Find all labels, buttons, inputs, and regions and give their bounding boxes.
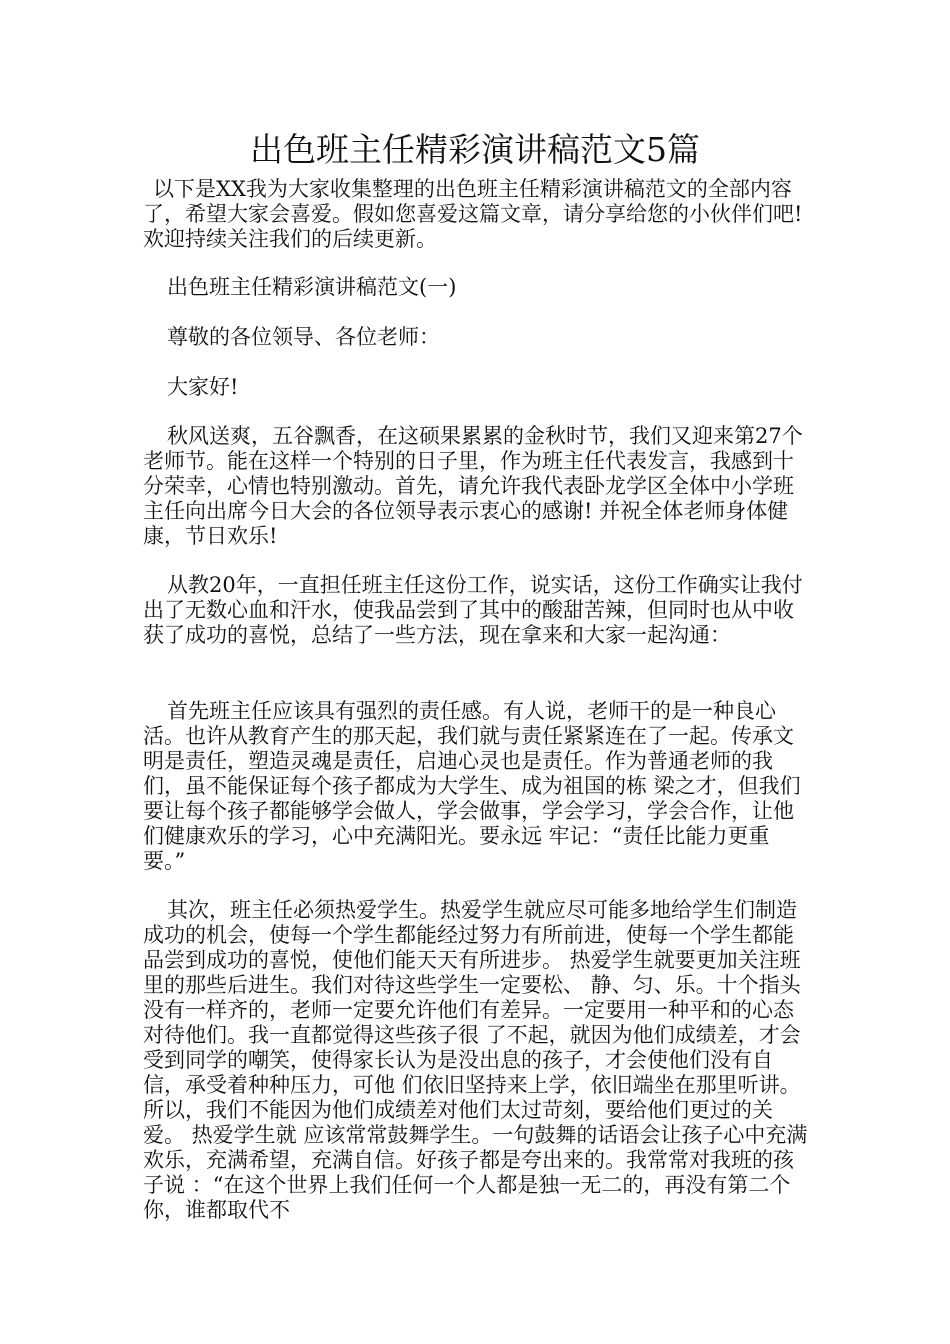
body-paragraph: 其次，班主任必须热爱学生。热爱学生就应尽可能多地给学生们制造成功的机会，使每一个学生都能经过努力有所前进，使每一个学生都能品尝到成功的喜悦，使他们能天天有所进步。 热爱学生就要更加关注班里的那些后进生。我们对待这些学生一定要松、 静、匀、乐。十个指头没有一样齐的，老师一定要允许他们有差异。一定要用一种平和的心态对待他们。我一直都觉得这些孩子很 了不起，就因为他们成绩差，才会受到同学的嘲笑，使得家长认为是没出息的孩子，才会使他们没有自信，承受着种种压力，可他 们依旧坚持来上学，依旧端坐在那里听讲。所以，我们不能因为他们成绩差对他们太过苛刻，要给他们更过的关爱。 热爱学生就 应该常常鼓舞学生。一句鼓舞的话语会让孩子心中充满欢乐，充满希望，充满自信。好孩子都是夸出来的。我常常对我班的孩子说 ：“在这个世界上我们任何一个人都是独一无二的，再没有第二个你，谁都取代不 <box>143 898 808 1222</box>
body-paragraph: 首先班主任应该具有强烈的责任感。有人说，老师干的是一种良心活。也许从教育产生的那天起，我们就与责任紧紧连在了一起。传承文明是责任，塑造灵魂是责任，启迪心灵也是责任。作为普通老师的我们，虽不能保证每个孩子都成为大学生、成为祖国的栋 梁之才，但我们要让每个孩子都能够学会做人，学会做事，学会学习，学会合作，让他们健康欢乐的学习，心中充满阳光。要永远 牢记：“责任比能力更重要。” <box>143 699 801 873</box>
greeting: 大家好! <box>167 375 239 399</box>
salutation: 尊敬的各位领导、各位老师： <box>167 325 440 349</box>
body-paragraph: 从教20年，一直担任班主任这份工作，说实话，这份工作确实让我付出了无数心血和汗水，使我品尝到了其中的酸甜苦辣，但同时也从中收获了成功的喜悦，总结了一些方法，现在拿来和大家一起沟通： <box>143 573 803 647</box>
document-title: 出色班主任精彩演讲稿范文5篇 <box>250 130 700 169</box>
body-paragraph: 秋风送爽，五谷飘香，在这硕果累累的金秋时节，我们又迎来第27个老师节。能在这样一个特别的日子里，作为班主任代表发言，我感到十分荣幸，心情也特别激动。首先，请允许我代表卧龙学区全体中小学班主任向出席今日大会的各位领导表示衷心的感谢! 并祝全体老师身体健康，节日欢乐! <box>143 424 803 548</box>
intro-paragraph: 以下是XX我为大家收集整理的出色班主任精彩演讲稿范文的全部内容了，希望大家会喜爱。假如您喜爱这篇文章，请分享给您的小伙伴们吧!欢迎持续关注我们的后续更新。 <box>143 177 803 251</box>
section-heading: 出色班主任精彩演讲稿范文(一) <box>167 275 457 299</box>
